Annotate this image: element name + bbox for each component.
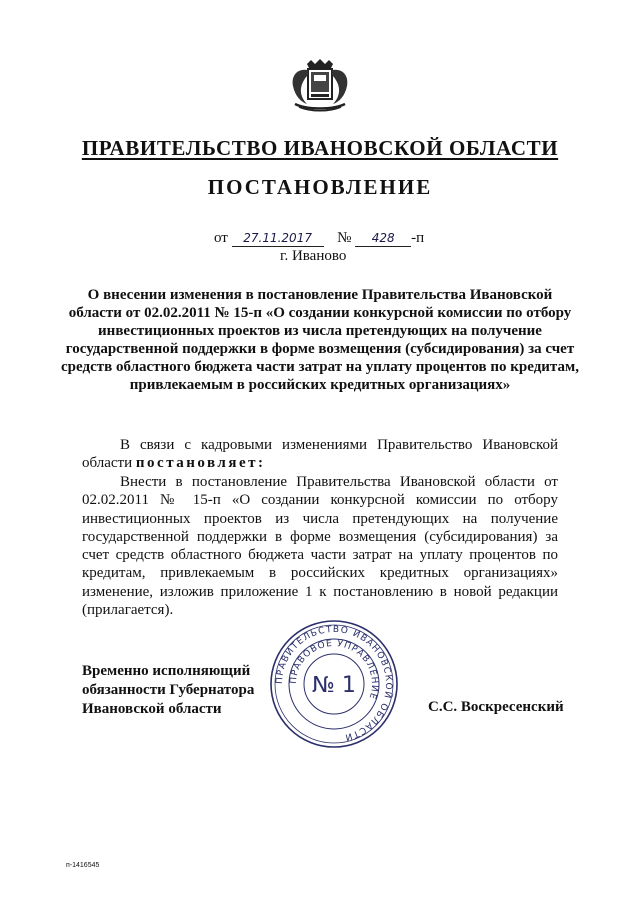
stamp-ring-text: ПРАВИТЕЛЬСТВО ИВАНОВСКОЙ ОБЛАСТИ	[274, 624, 394, 743]
date-prefix: от	[214, 230, 228, 246]
paragraph-2	[82, 473, 558, 619]
paragraph-1-text: В связи с кадровыми изменениями Правительство Ивановской области	[82, 437, 558, 472]
city: г. Иваново	[280, 248, 347, 264]
stamp-center-text: № 1	[312, 673, 356, 698]
signer-name: С.С. Воскресенский	[428, 699, 564, 715]
number-suffix: -п	[411, 230, 425, 246]
date-number-line	[214, 230, 424, 247]
number-field: 428	[355, 231, 411, 247]
government-title: ПРАВИТЕЛЬСТВО ИВАНОВСКОЙ ОБЛАСТИ	[81, 136, 559, 160]
document-type: ПОСТАНОВЛЕНИЕ	[207, 175, 433, 199]
coat-of-arms-emblem	[287, 58, 353, 112]
subject-title: О внесении изменения в постановление Правительства Ивановской области от 02.02.2011 № 15-п «О создании конкурсной комиссии по отбору инвестиционных проектов из числа претендующих на получение государственной поддержки в форме возмещения (субсидирования) за счет средств областного бюджета части затрат на уплату процентов по кредитам, привлекаемым в российских кредитных организациях»	[61, 287, 579, 393]
stamp-inner-text: ПРАВОВОЕ УПРАВЛЕНИЕ	[288, 638, 380, 701]
paragraph-1	[82, 436, 558, 473]
official-stamp	[268, 618, 400, 750]
footer-code: п-1416545	[66, 862, 100, 869]
paragraph-2-text: Внести в постановление Правительства Ивановской области от 02.02.2011 № 15-п «О создании конкурсной комиссии по отбору инвестиционных проектов из числа претендующих на получение государственной поддержки в форме возмещения (субсидирования) за счет средств областного бюджета части затрат на уплату процентов по кредитам, привлекаемым в российских кредитных организациях» изменение, изложив приложение 1 к постановлению в новой редакции (прилагается).	[82, 474, 558, 619]
resolves-word: постановляет:	[135, 455, 266, 472]
number-prefix: №	[337, 230, 352, 246]
signer-position: Временно исполняющий обязанности Губернатора Ивановской области	[82, 663, 255, 717]
date-field: 27.11.2017	[232, 231, 324, 247]
